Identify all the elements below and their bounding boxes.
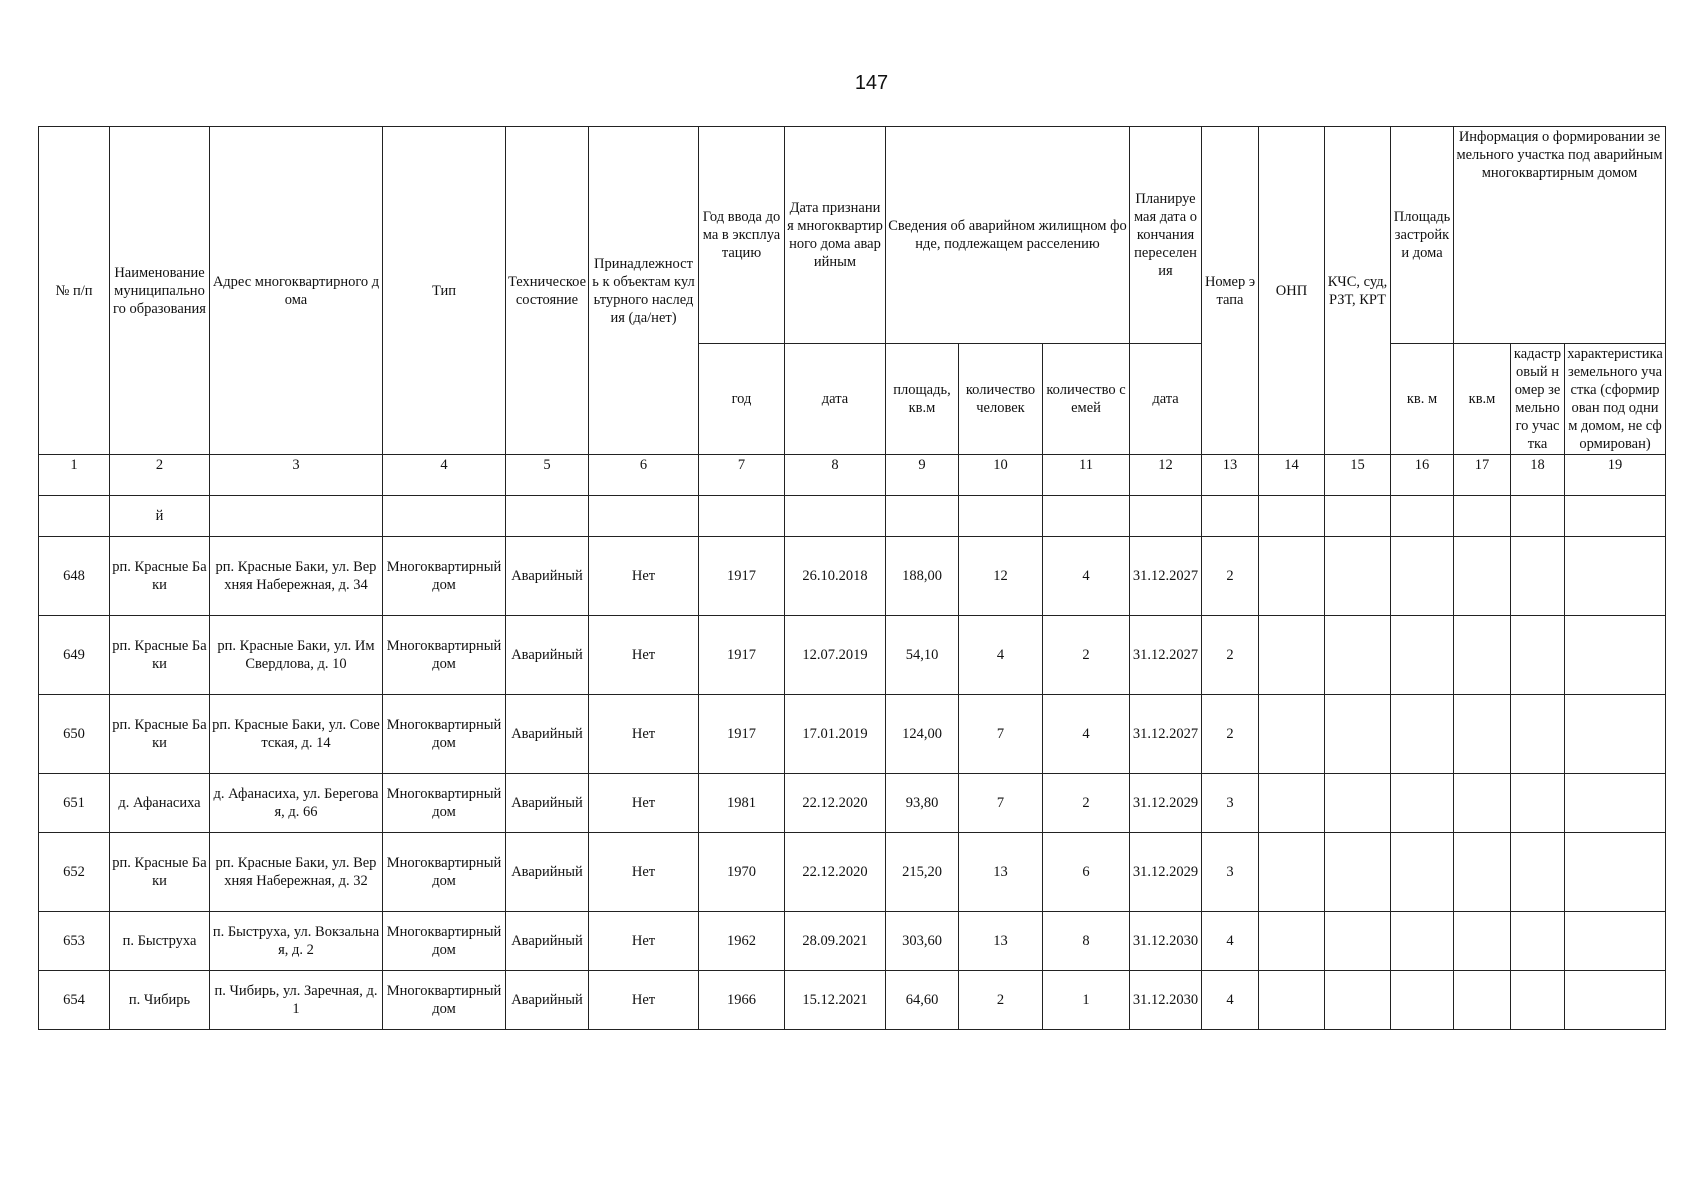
row-stage: 3 — [1202, 833, 1259, 912]
row-planned: 31.12.2030 — [1130, 912, 1202, 971]
row-area: 215,20 — [886, 833, 959, 912]
row-stage: 3 — [1202, 774, 1259, 833]
row-area: 303,60 — [886, 912, 959, 971]
row-address: рп. Красные Баки, ул. Верхняя Набережная, д. 32 — [210, 833, 383, 912]
table-row — [39, 833, 1666, 912]
row-year: 1970 — [699, 833, 785, 912]
header-onp: ОНП — [1259, 127, 1325, 455]
row-stage: 2 — [1202, 537, 1259, 616]
page-number: 147 — [854, 72, 889, 94]
row-state: Аварийный — [506, 971, 589, 1030]
row-date: 26.10.2018 — [785, 537, 886, 616]
row-municipality: п. Быструха — [110, 912, 210, 971]
row-address: д. Афанасиха, ул. Береговая, д. 66 — [210, 774, 383, 833]
row-address: п. Быструха, ул. Вокзальная, д. 2 — [210, 912, 383, 971]
row-year: 1981 — [699, 774, 785, 833]
row-num: 653 — [39, 912, 110, 971]
row-municipality: п. Чибирь — [110, 971, 210, 1030]
column-number: 15 — [1325, 455, 1391, 496]
row-people: 7 — [959, 774, 1043, 833]
subheader-year: год — [699, 344, 785, 455]
row-num: 654 — [39, 971, 110, 1030]
column-number: 8 — [785, 455, 886, 496]
header-address: Адрес многоквартирного дома — [210, 127, 383, 455]
row-planned: 31.12.2029 — [1130, 774, 1202, 833]
table-row — [39, 774, 1666, 833]
row-num: 649 — [39, 616, 110, 695]
row-date: 22.12.2020 — [785, 833, 886, 912]
row-planned: 31.12.2027 — [1130, 616, 1202, 695]
row-type: Многоквартирный дом — [383, 774, 506, 833]
continuation-row — [39, 496, 1666, 537]
row-date: 17.01.2019 — [785, 695, 886, 774]
row-heritage: Нет — [589, 912, 699, 971]
table-row — [39, 971, 1666, 1030]
row-heritage: Нет — [589, 833, 699, 912]
row-type: Многоквартирный дом — [383, 971, 506, 1030]
column-number: 4 — [383, 455, 506, 496]
row-address: рп. Красные Баки, ул. Им Свердлова, д. 10 — [210, 616, 383, 695]
table-row — [39, 616, 1666, 695]
row-planned: 31.12.2029 — [1130, 833, 1202, 912]
header-cadastral: кадастровый номер земельного участка — [1511, 344, 1565, 455]
header-municipality: Наименование муниципального образования — [110, 127, 210, 455]
row-stage: 4 — [1202, 971, 1259, 1030]
row-year: 1917 — [699, 616, 785, 695]
row-num: 648 — [39, 537, 110, 616]
row-type: Многоквартирный дом — [383, 833, 506, 912]
row-heritage: Нет — [589, 695, 699, 774]
row-planned: 31.12.2027 — [1130, 695, 1202, 774]
row-people: 13 — [959, 912, 1043, 971]
column-number: 17 — [1454, 455, 1511, 496]
row-state: Аварийный — [506, 616, 589, 695]
row-type: Многоквартирный дом — [383, 537, 506, 616]
column-number: 1 — [39, 455, 110, 496]
row-people: 4 — [959, 616, 1043, 695]
row-type: Многоквартирный дом — [383, 695, 506, 774]
column-number: 16 — [1391, 455, 1454, 496]
row-num: 652 — [39, 833, 110, 912]
row-date: 12.07.2019 — [785, 616, 886, 695]
column-number-row — [39, 455, 1666, 496]
row-families: 6 — [1043, 833, 1130, 912]
row-year: 1966 — [699, 971, 785, 1030]
row-num: 650 — [39, 695, 110, 774]
row-type: Многоквартирный дом — [383, 912, 506, 971]
subheader-families: количество семей — [1043, 344, 1130, 455]
row-families: 2 — [1043, 774, 1130, 833]
column-number: 18 — [1511, 455, 1565, 496]
row-state: Аварийный — [506, 774, 589, 833]
column-number: 10 — [959, 455, 1043, 496]
subheader-planned: дата — [1130, 344, 1202, 455]
column-number: 14 — [1259, 455, 1325, 496]
row-families: 4 — [1043, 695, 1130, 774]
row-area: 93,80 — [886, 774, 959, 833]
row-families: 1 — [1043, 971, 1130, 1030]
row-state: Аварийный — [506, 695, 589, 774]
row-families: 4 — [1043, 537, 1130, 616]
row-state: Аварийный — [506, 833, 589, 912]
row-area: 64,60 — [886, 971, 959, 1030]
row-year: 1917 — [699, 695, 785, 774]
row-people: 13 — [959, 833, 1043, 912]
row-municipality: рп. Красные Баки — [110, 695, 210, 774]
row-date: 28.09.2021 — [785, 912, 886, 971]
header-stage: Номер этапа — [1202, 127, 1259, 455]
row-stage: 4 — [1202, 912, 1259, 971]
header-num: № п/п — [39, 127, 110, 455]
column-number: 11 — [1043, 455, 1130, 496]
header-kchs: КЧС, суд, РЗТ, КРТ — [1325, 127, 1391, 455]
unit-land-area: кв.м — [1454, 344, 1511, 455]
row-families: 8 — [1043, 912, 1130, 971]
unit-built-area: кв. м — [1391, 344, 1454, 455]
header-year: Год ввода дома в эксплуатацию — [699, 127, 785, 344]
row-municipality: рп. Красные Баки — [110, 616, 210, 695]
header-built-area: Площадь застройки дома — [1391, 127, 1454, 344]
row-municipality: д. Афанасиха — [110, 774, 210, 833]
header-land-characteristic: характеристика земельного участка (сформирован под одним домом, не сформирован) — [1565, 344, 1666, 455]
header-emergency-info: Сведения об аварийном жилищном фонде, подлежащем расселению — [886, 127, 1130, 344]
column-number: 12 — [1130, 455, 1202, 496]
column-number: 3 — [210, 455, 383, 496]
subheader-people: количество человек — [959, 344, 1043, 455]
row-heritage: Нет — [589, 616, 699, 695]
table-row — [39, 912, 1666, 971]
header-planned-date: Планируемая дата окончания переселения — [1130, 127, 1202, 344]
column-number: 19 — [1565, 455, 1666, 496]
row-area: 188,00 — [886, 537, 959, 616]
column-number: 13 — [1202, 455, 1259, 496]
table-row — [39, 695, 1666, 774]
column-number: 7 — [699, 455, 785, 496]
row-families: 2 — [1043, 616, 1130, 695]
header-recognition: Дата признания многоквартирного дома аварийным — [785, 127, 886, 344]
row-municipality: рп. Красные Баки — [110, 537, 210, 616]
subheader-date: дата — [785, 344, 886, 455]
row-heritage: Нет — [589, 774, 699, 833]
emergency-housing-table — [38, 126, 1666, 1030]
continuation-cell: й — [110, 496, 210, 537]
row-address: рп. Красные Баки, ул. Советская, д. 14 — [210, 695, 383, 774]
header-type: Тип — [383, 127, 506, 455]
row-stage: 2 — [1202, 616, 1259, 695]
row-state: Аварийный — [506, 912, 589, 971]
row-num: 651 — [39, 774, 110, 833]
row-year: 1917 — [699, 537, 785, 616]
header-heritage: Принадлежность к объектам культурного наследия (да/нет) — [589, 127, 699, 455]
column-number: 2 — [110, 455, 210, 496]
row-date: 22.12.2020 — [785, 774, 886, 833]
column-number: 5 — [506, 455, 589, 496]
column-number: 9 — [886, 455, 959, 496]
row-year: 1962 — [699, 912, 785, 971]
row-planned: 31.12.2027 — [1130, 537, 1202, 616]
row-address: п. Чибирь, ул. Заречная, д. 1 — [210, 971, 383, 1030]
row-area: 54,10 — [886, 616, 959, 695]
table-row — [39, 537, 1666, 616]
header-land-info: Информация о формировании земельного участка под аварийным многоквартирным домом — [1454, 127, 1666, 344]
row-state: Аварийный — [506, 537, 589, 616]
row-heritage: Нет — [589, 971, 699, 1030]
row-heritage: Нет — [589, 537, 699, 616]
row-address: рп. Красные Баки, ул. Верхняя Набережная, д. 34 — [210, 537, 383, 616]
row-planned: 31.12.2030 — [1130, 971, 1202, 1030]
row-municipality: рп. Красные Баки — [110, 833, 210, 912]
subheader-area: площадь, кв.м — [886, 344, 959, 455]
row-date: 15.12.2021 — [785, 971, 886, 1030]
column-number: 6 — [589, 455, 699, 496]
row-people: 2 — [959, 971, 1043, 1030]
row-stage: 2 — [1202, 695, 1259, 774]
row-people: 7 — [959, 695, 1043, 774]
header-tech-state: Техническое состояние — [506, 127, 589, 455]
row-area: 124,00 — [886, 695, 959, 774]
row-type: Многоквартирный дом — [383, 616, 506, 695]
row-people: 12 — [959, 537, 1043, 616]
